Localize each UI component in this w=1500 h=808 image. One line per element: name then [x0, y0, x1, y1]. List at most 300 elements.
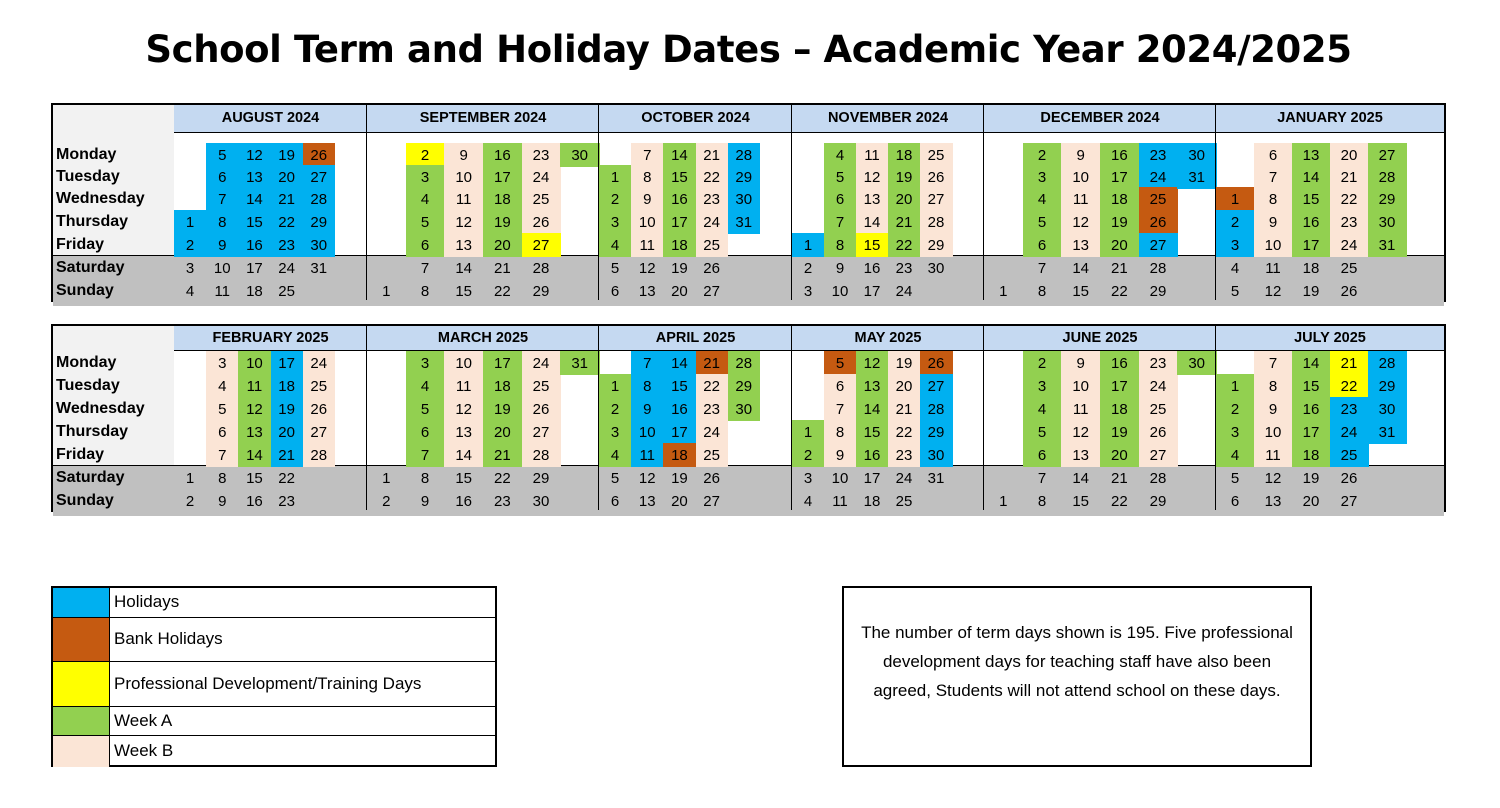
day-number: 1	[999, 493, 1008, 510]
day-number: 25	[1340, 260, 1358, 277]
day-number: 4	[1037, 401, 1047, 418]
day-number: 8	[643, 169, 652, 186]
day-number: 6	[218, 169, 227, 186]
day-number: 17	[863, 470, 881, 487]
day-number: 25	[532, 378, 550, 395]
day-number: 15	[1302, 191, 1320, 208]
day-number: 9	[1076, 147, 1085, 164]
day-number: 26	[310, 401, 328, 418]
day-number: 8	[1268, 378, 1278, 395]
day-number: 6	[218, 424, 227, 441]
day-number: 25	[703, 237, 720, 254]
day-number: 26	[703, 260, 720, 277]
day-number: 30	[927, 260, 945, 277]
day-number: 16	[493, 147, 511, 164]
day-number: 8	[1037, 283, 1047, 300]
day-number: 24	[895, 470, 913, 487]
day-number: 2	[610, 191, 620, 208]
day-label-thursday: Thursday	[56, 423, 129, 440]
page-title: School Term and Holiday Dates – Academic Year 2024/2025	[145, 28, 1352, 71]
day-number: 26	[703, 470, 720, 487]
day-number: 4	[1230, 260, 1240, 277]
day-number: 11	[639, 447, 656, 464]
day-number: 28	[532, 447, 550, 464]
day-number: 11	[1072, 191, 1089, 208]
day-number: 12	[455, 214, 472, 231]
day-number: 1	[382, 283, 391, 300]
day-number: 18	[1110, 401, 1128, 418]
day-number: 22	[278, 214, 295, 231]
legend-item	[53, 588, 495, 618]
day-number: 15	[246, 470, 263, 487]
day-number: 21	[1110, 470, 1128, 487]
day-number: 9	[835, 447, 845, 464]
day-number: 5	[1037, 214, 1047, 231]
day-number: 23	[493, 493, 511, 510]
day-number: 10	[831, 470, 849, 487]
day-number: 23	[895, 260, 913, 277]
day-number: 17	[1302, 424, 1320, 441]
day-number: 8	[835, 424, 845, 441]
day-number: 22	[703, 378, 720, 395]
day-number: 7	[1037, 260, 1047, 277]
day-number: 21	[278, 191, 295, 208]
day-number: 28	[1149, 470, 1167, 487]
day-number: 9	[420, 493, 430, 510]
day-number: 15	[671, 169, 688, 186]
day-number: 26	[1340, 470, 1358, 487]
day-number: 3	[1230, 237, 1240, 254]
day-number: 19	[671, 260, 688, 277]
day-number: 28	[1378, 355, 1396, 372]
day-number: 24	[1149, 169, 1167, 186]
day-number: 2	[1037, 147, 1047, 164]
day-number: 19	[1302, 470, 1320, 487]
day-number: 25	[310, 378, 328, 395]
day-number: 4	[420, 191, 430, 208]
day-number: 31	[571, 355, 588, 372]
day-number: 19	[1110, 424, 1128, 441]
day-number: 23	[703, 191, 720, 208]
day-number: 11	[832, 493, 848, 510]
day-label-thursday: Thursday	[56, 213, 129, 230]
day-number: 11	[455, 191, 472, 208]
day-number: 13	[1302, 147, 1320, 164]
day-number: 6	[1230, 493, 1240, 510]
day-number: 16	[246, 237, 263, 254]
day-number: 1	[382, 470, 391, 487]
day-number: 22	[1110, 493, 1128, 510]
day-number: 26	[1340, 283, 1358, 300]
day-number: 16	[863, 447, 881, 464]
calendar-block-autumn-winter	[51, 103, 1446, 302]
day-label-friday: Friday	[56, 236, 105, 253]
day-number: 4	[803, 493, 813, 510]
faint-header-mark	[700, 0, 800, 4]
day-number: 27	[927, 378, 945, 395]
day-number: 10	[831, 283, 849, 300]
day-number: 11	[246, 378, 263, 395]
day-number: 28	[927, 401, 945, 418]
day-number: 23	[895, 447, 913, 464]
day-number: 15	[246, 214, 263, 231]
day-number: 24	[1149, 378, 1167, 395]
day-number: 7	[835, 214, 845, 231]
day-number: 11	[1265, 260, 1281, 277]
day-number: 13	[638, 283, 656, 300]
legend-item	[53, 707, 495, 736]
day-number: 8	[1037, 493, 1047, 510]
day-number: 4	[218, 378, 227, 395]
day-number: 12	[638, 470, 656, 487]
day-number: 7	[643, 355, 652, 372]
day-number: 15	[1072, 493, 1089, 510]
legend-swatch-holiday	[53, 588, 110, 617]
month-header: DECEMBER 2024	[984, 105, 1216, 133]
day-number: 3	[218, 355, 227, 372]
day-number: 19	[671, 470, 688, 487]
day-number: 19	[895, 169, 913, 186]
day-number: 2	[185, 493, 195, 510]
day-number: 19	[493, 214, 511, 231]
day-number: 8	[420, 470, 430, 487]
day-number: 17	[278, 355, 295, 372]
day-number: 29	[1149, 283, 1167, 300]
day-number: 27	[1149, 447, 1167, 464]
day-number: 6	[610, 283, 620, 300]
day-number: 5	[835, 355, 845, 372]
day-number: 9	[643, 401, 652, 418]
day-number: 27	[532, 424, 550, 441]
day-number: 12	[455, 401, 472, 418]
legend-label: Bank Holidays	[114, 629, 223, 648]
day-number: 30	[571, 147, 588, 164]
day-number: 15	[671, 378, 688, 395]
day-number: 22	[1340, 378, 1358, 395]
legend-item	[53, 736, 495, 767]
day-number: 1	[999, 283, 1008, 300]
day-number: 13	[455, 424, 472, 441]
day-number: 21	[1340, 355, 1358, 372]
day-number: 28	[310, 447, 328, 464]
day-number: 10	[246, 355, 263, 372]
day-number: 8	[835, 237, 845, 254]
legend-item	[53, 618, 495, 662]
day-number: 16	[863, 260, 881, 277]
day-number: 1	[185, 214, 195, 231]
day-number: 20	[671, 283, 688, 300]
day-number: 20	[493, 237, 511, 254]
day-label-wednesday: Wednesday	[56, 400, 145, 417]
day-number: 17	[493, 355, 511, 372]
day-number: 20	[1302, 493, 1320, 510]
day-number: 18	[863, 493, 881, 510]
day-number: 14	[863, 214, 881, 231]
day-number: 7	[420, 260, 430, 277]
day-number: 19	[493, 401, 511, 418]
day-number: 17	[1110, 169, 1128, 186]
day-number: 3	[1037, 378, 1047, 395]
calendar-block-spring-summer	[51, 324, 1446, 512]
day-number: 12	[246, 147, 263, 164]
day-number: 28	[1149, 260, 1167, 277]
day-number: 24	[278, 260, 295, 277]
day-number: 29	[310, 214, 328, 231]
day-number: 18	[278, 378, 295, 395]
day-number: 29	[532, 470, 550, 487]
day-number: 20	[1110, 237, 1128, 254]
day-number: 15	[455, 470, 472, 487]
day-number: 18	[895, 147, 913, 164]
day-label-friday: Friday	[56, 446, 105, 463]
day-number: 14	[671, 355, 688, 372]
day-number: 22	[493, 470, 511, 487]
legend-item	[53, 662, 495, 707]
day-number: 26	[532, 214, 550, 231]
day-number: 8	[218, 470, 227, 487]
day-number: 24	[895, 283, 913, 300]
day-number: 4	[610, 447, 620, 464]
day-number: 23	[1149, 355, 1167, 372]
day-number: 30	[1378, 401, 1396, 418]
month-header: MAY 2025	[792, 326, 984, 351]
month-header: NOVEMBER 2024	[792, 105, 984, 133]
day-number: 22	[895, 424, 913, 441]
day-number: 28	[735, 355, 753, 372]
day-label-tuesday: Tuesday	[56, 377, 120, 394]
day-label-saturday: Saturday	[56, 259, 125, 276]
day-number: 6	[1037, 237, 1047, 254]
day-label-tuesday: Tuesday	[56, 168, 120, 185]
day-number: 18	[671, 237, 688, 254]
month-separator	[366, 105, 367, 300]
day-number: 3	[803, 470, 813, 487]
day-number: 20	[493, 424, 511, 441]
day-number: 27	[1149, 237, 1167, 254]
day-number: 1	[1230, 191, 1240, 208]
day-number: 23	[532, 147, 550, 164]
day-number: 19	[278, 147, 295, 164]
day-number: 6	[1268, 147, 1278, 164]
day-number: 29	[1378, 191, 1396, 208]
day-number: 13	[455, 237, 472, 254]
day-number: 30	[735, 401, 753, 418]
day-label-monday: Monday	[56, 146, 117, 163]
day-number: 23	[1340, 401, 1358, 418]
day-number: 12	[638, 260, 656, 277]
day-number: 10	[213, 260, 231, 277]
day-number: 26	[1149, 214, 1167, 231]
day-number: 2	[803, 260, 813, 277]
day-number: 26	[927, 169, 945, 186]
day-number: 7	[218, 191, 227, 208]
day-number: 31	[1188, 169, 1205, 186]
day-number: 22	[703, 169, 720, 186]
day-number: 24	[703, 214, 720, 231]
day-number: 2	[420, 147, 430, 164]
day-number: 30	[1378, 214, 1396, 231]
day-number: 29	[1378, 378, 1396, 395]
day-number: 19	[278, 401, 295, 418]
day-number: 10	[455, 169, 472, 186]
day-number: 1	[610, 169, 620, 186]
day-number: 13	[863, 191, 881, 208]
month-separator	[983, 105, 984, 300]
day-number: 14	[246, 447, 263, 464]
day-number: 20	[278, 169, 295, 186]
day-number: 14	[863, 401, 881, 418]
day-number: 10	[1072, 169, 1089, 186]
day-number: 5	[1230, 283, 1240, 300]
day-number: 7	[1037, 470, 1047, 487]
day-number: 29	[927, 424, 945, 441]
day-number: 1	[1230, 378, 1240, 395]
day-number: 17	[863, 283, 881, 300]
day-number: 30	[927, 447, 945, 464]
day-number: 22	[1110, 283, 1128, 300]
day-label-monday: Monday	[56, 354, 117, 371]
day-number: 13	[1072, 447, 1089, 464]
day-label-wednesday: Wednesday	[56, 190, 145, 207]
day-number: 17	[1110, 378, 1128, 395]
day-number: 2	[610, 401, 620, 418]
day-number: 29	[735, 169, 753, 186]
day-number: 27	[1378, 147, 1396, 164]
day-number: 20	[278, 424, 295, 441]
day-number: 1	[610, 378, 620, 395]
day-number: 1	[803, 424, 813, 441]
month-header: JANUARY 2025	[1216, 105, 1444, 133]
day-number: 2	[185, 237, 195, 254]
day-number: 22	[895, 237, 913, 254]
day-number: 16	[246, 493, 263, 510]
day-label-sunday: Sunday	[56, 492, 114, 509]
day-number: 3	[185, 260, 195, 277]
day-number: 21	[493, 260, 511, 277]
day-number: 24	[1340, 237, 1358, 254]
day-number: 16	[671, 191, 688, 208]
day-number: 23	[1340, 214, 1358, 231]
day-number: 12	[1264, 283, 1282, 300]
day-number: 5	[610, 470, 620, 487]
day-number: 14	[1072, 260, 1089, 277]
month-header: AUGUST 2024	[174, 105, 367, 133]
day-number: 9	[459, 147, 468, 164]
day-number: 27	[703, 283, 720, 300]
day-number: 20	[1110, 447, 1128, 464]
day-number: 10	[1264, 424, 1282, 441]
day-number: 2	[1230, 214, 1240, 231]
term-days-note: The number of term days shown is 195. Five professional development days for teaching staff have also been agreed, Students will not attend school on these days.	[842, 586, 1312, 767]
day-number: 4	[1230, 447, 1240, 464]
month-header: JULY 2025	[1216, 326, 1444, 351]
day-number: 18	[246, 283, 263, 300]
day-number: 22	[278, 470, 295, 487]
day-number: 27	[703, 493, 720, 510]
day-number: 21	[703, 355, 720, 372]
day-number: 17	[671, 424, 688, 441]
day-number: 30	[735, 191, 753, 208]
legend-label: Holidays	[114, 592, 180, 611]
day-number: 9	[1268, 401, 1278, 418]
day-number: 13	[863, 378, 881, 395]
day-number: 28	[310, 191, 328, 208]
day-number: 18	[1110, 191, 1128, 208]
day-number: 12	[1264, 470, 1282, 487]
day-number: 14	[455, 447, 472, 464]
day-number: 13	[246, 424, 263, 441]
day-number: 22	[493, 283, 511, 300]
day-number: 29	[927, 237, 945, 254]
day-number: 20	[895, 191, 913, 208]
day-number: 28	[532, 260, 550, 277]
day-number: 25	[927, 147, 945, 164]
day-number: 23	[703, 401, 720, 418]
day-number: 3	[420, 355, 430, 372]
day-number: 31	[927, 470, 945, 487]
day-number: 9	[1268, 214, 1278, 231]
day-number: 10	[1072, 378, 1089, 395]
day-number: 21	[1110, 260, 1128, 277]
day-number: 11	[864, 147, 880, 164]
day-number: 11	[214, 283, 231, 300]
day-number: 28	[927, 214, 945, 231]
day-number: 3	[610, 424, 620, 441]
day-number: 27	[310, 169, 328, 186]
day-number: 6	[420, 424, 430, 441]
day-number: 4	[1037, 191, 1047, 208]
day-number: 29	[532, 283, 550, 300]
day-number: 27	[310, 424, 328, 441]
day-number: 8	[643, 378, 652, 395]
day-number: 5	[1230, 470, 1240, 487]
day-number: 30	[1188, 355, 1205, 372]
day-number: 26	[927, 355, 945, 372]
day-number: 15	[455, 283, 472, 300]
day-label-saturday: Saturday	[56, 469, 125, 486]
day-number: 14	[671, 147, 688, 164]
day-number: 24	[532, 169, 550, 186]
day-number: 1	[803, 237, 813, 254]
day-number: 5	[835, 169, 845, 186]
day-number: 16	[1302, 401, 1320, 418]
day-number: 17	[1302, 237, 1320, 254]
day-number: 12	[1072, 424, 1089, 441]
day-number: 21	[278, 447, 295, 464]
day-number: 16	[1302, 214, 1320, 231]
day-number: 17	[246, 260, 263, 277]
day-number: 3	[1230, 424, 1240, 441]
day-number: 12	[863, 355, 881, 372]
day-number: 4	[185, 283, 195, 300]
day-number: 20	[1340, 147, 1358, 164]
day-number: 27	[1340, 493, 1358, 510]
day-number: 6	[610, 493, 620, 510]
day-number: 21	[703, 147, 720, 164]
day-number: 15	[1302, 378, 1320, 395]
day-number: 14	[455, 260, 472, 277]
day-number: 29	[735, 378, 753, 395]
day-number: 11	[639, 237, 656, 254]
day-number: 19	[1110, 214, 1128, 231]
day-number: 14	[1302, 355, 1320, 372]
day-number: 25	[895, 493, 913, 510]
day-number: 16	[671, 401, 688, 418]
day-number: 18	[671, 447, 688, 464]
day-number: 2	[803, 447, 813, 464]
day-number: 3	[1037, 169, 1047, 186]
day-number: 13	[638, 493, 656, 510]
